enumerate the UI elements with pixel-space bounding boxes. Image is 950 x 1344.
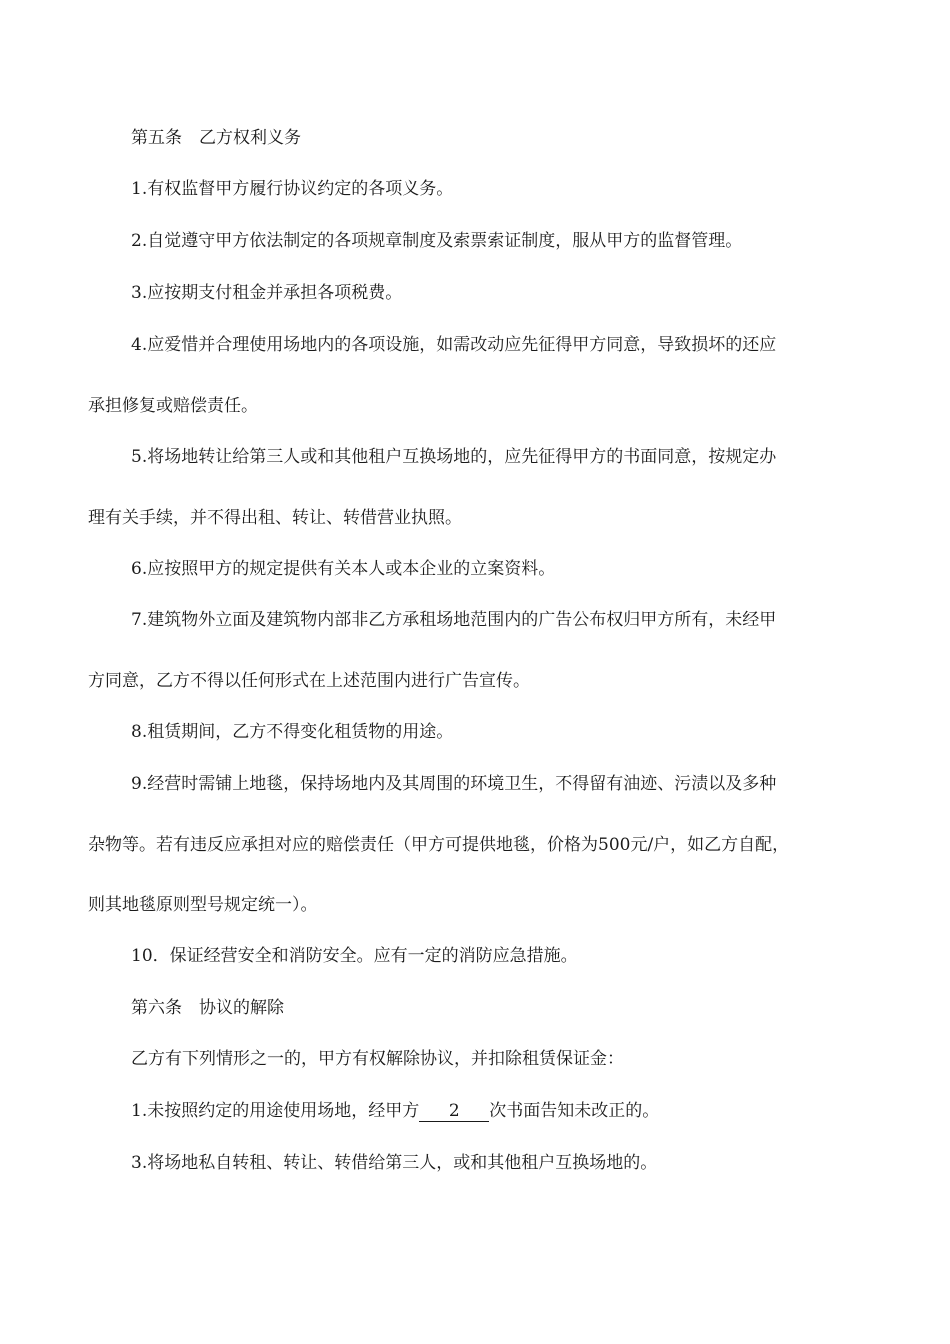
article-5-item-9-line-2: 杂物等。若有违反应承担对应的赔偿责任（甲方可提供地毯，价格为500元/户，如乙方自配， [88,835,790,855]
article-5-item-1: 1.有权监督甲方履行协议约定的各项义务。 [131,179,454,199]
article-6-item-1-suffix: 次书面告知未改正的。 [489,1101,660,1121]
article-5-item-5-line-1: 5.将场地转让给第三人或和其他租户互换场地的，应先征得甲方的书面同意，按规定办 [131,447,777,467]
article-6-heading: 第六条 协议的解除 [131,998,284,1018]
article-5-item-9-line-3: 则其地毯原则型号规定统一）。 [88,895,318,915]
article-6-item-3: 3.将场地私自转租、转让、转借给第三人，或和其他租户互换场地的。 [131,1153,658,1173]
article-6-item-1-prefix: 1.未按照约定的用途使用场地，经甲方 [131,1101,420,1121]
article-5-item-7-line-1: 7.建筑物外立面及建筑物内部非乙方承租场地范围内的广告公布权归甲方所有，未经甲 [131,610,777,630]
article-5-item-3: 3.应按期支付租金并承担各项税费。 [131,283,403,303]
article-5-item-10: 10．保证经营安全和消防安全。应有一定的消防应急措施。 [131,946,578,966]
article-5-item-7-line-2: 方同意，乙方不得以任何形式在上述范围内进行广告宣传。 [88,671,530,691]
article-5-item-5-line-2: 理有关手续，并不得出租、转让、转借营业执照。 [88,508,462,528]
article-5-item-4-line-2: 承担修复或赔偿责任。 [88,396,258,416]
article-5-item-2: 2.自觉遵守甲方依法制定的各项规章制度及索票索证制度，服从甲方的监督管理。 [131,231,743,251]
article-5-item-4-line-1: 4.应爱惜并合理使用场地内的各项设施，如需改动应先征得甲方同意，导致损坏的还应 [131,335,777,355]
fill-in-blank-count: 2 [419,1101,489,1122]
article-6-intro: 乙方有下列情形之一的，甲方有权解除协议，并扣除租赁保证金： [131,1049,624,1069]
article-5-item-8: 8.租赁期间，乙方不得变化租赁物的用途。 [131,722,454,742]
article-6-item-1 [131,1099,659,1123]
article-5-heading: 第五条 乙方权利义务 [131,128,301,148]
article-5-item-6: 6.应按照甲方的规定提供有关本人或本企业的立案资料。 [131,559,556,579]
article-5-item-9-line-1: 9.经营时需铺上地毯，保持场地内及其周围的环境卫生，不得留有油迹、污渍以及多种 [131,774,777,794]
